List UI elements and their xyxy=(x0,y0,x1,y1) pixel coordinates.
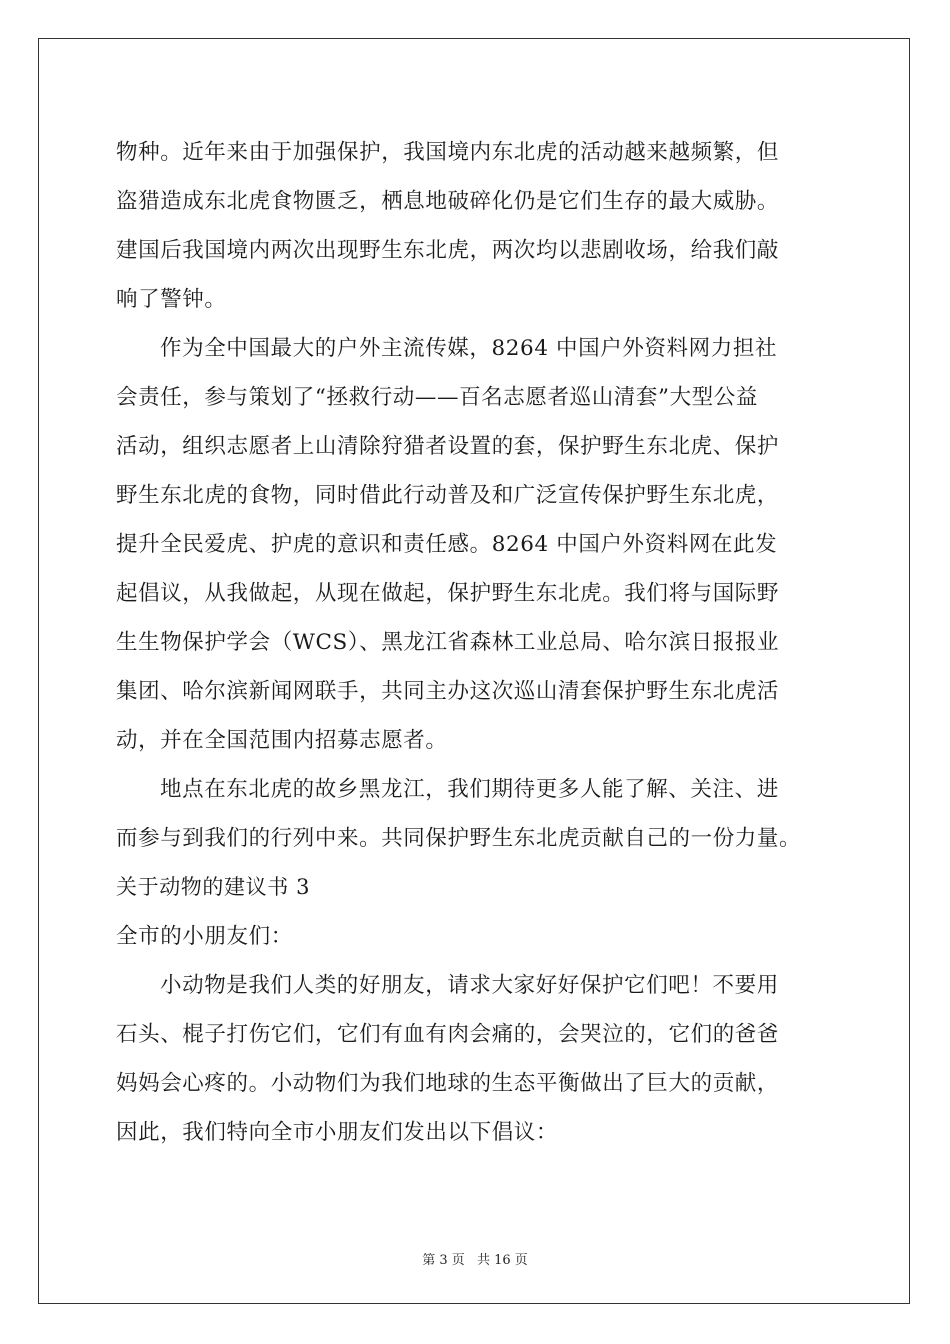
text-line: 动，并在全国范围内招募志愿者。 xyxy=(116,728,448,753)
text-line: 响了警钟。 xyxy=(116,287,227,312)
text-line: 因此，我们特向全市小朋友们发出以下倡议： xyxy=(116,1120,559,1145)
text-line: 野生东北虎的食物，同时借此行动普及和广泛宣传保护野生东北虎， xyxy=(116,483,780,508)
page-footer xyxy=(0,1249,950,1268)
text-line: 会责任，参与策划了“拯救行动——百名志愿者巡山清套”大型公益 xyxy=(116,385,758,410)
section-heading: 关于动物的建议书 3 xyxy=(116,875,311,899)
paragraph-start-line: 地点在东北虎的故乡黑龙江，我们期待更多人能了解、关注、进 xyxy=(160,777,779,802)
text-line: 石头、棍子打伤它们，它们有血有肉会痛的，会哭泣的，它们的爸爸 xyxy=(116,1022,780,1047)
text-line: 生生物保护学会（WCS）、黑龙江省森林工业总局、哈尔滨日报报业 xyxy=(116,630,780,655)
text-line: 建国后我国境内两次出现野生东北虎，两次均以悲剧收场，给我们敲 xyxy=(116,238,780,263)
text-line: 提升全民爱虎、护虎的意识和责任感。8264 中国户外资料网在此发 xyxy=(116,532,778,557)
page-number: 第 3 页 xyxy=(422,1253,465,1268)
text-line: 物种。近年来由于加强保护，我国境内东北虎的活动越来越频繁，但 xyxy=(116,140,780,165)
text-line: 盗猎造成东北虎食物匮乏，栖息地破碎化仍是它们生存的最大威胁。 xyxy=(116,189,780,214)
salutation-line: 全市的小朋友们： xyxy=(116,924,293,949)
page-total: 共 16 页 xyxy=(476,1253,528,1268)
text-line: 妈妈会心疼的。小动物们为我们地球的生态平衡做出了巨大的贡献， xyxy=(116,1071,780,1096)
text-line: 活动，组织志愿者上山清除狩猎者设置的套，保护野生东北虎、保护 xyxy=(116,434,780,459)
text-line: 而参与到我们的行列中来。共同保护野生东北虎贡献自己的一份力量。 xyxy=(116,826,802,851)
text-line: 起倡议，从我做起，从现在做起，保护野生东北虎。我们将与国际野 xyxy=(116,581,780,606)
text-line: 集团、哈尔滨新闻网联手，共同主办这次巡山清套保护野生东北虎活 xyxy=(116,679,780,704)
document-body xyxy=(116,128,836,1157)
paragraph-start-line: 小动物是我们人类的好朋友，请求大家好好保护它们吧！不要用 xyxy=(160,973,779,998)
paragraph-start-line: 作为全中国最大的户外主流传媒，8264 中国户外资料网力担社 xyxy=(160,336,778,361)
